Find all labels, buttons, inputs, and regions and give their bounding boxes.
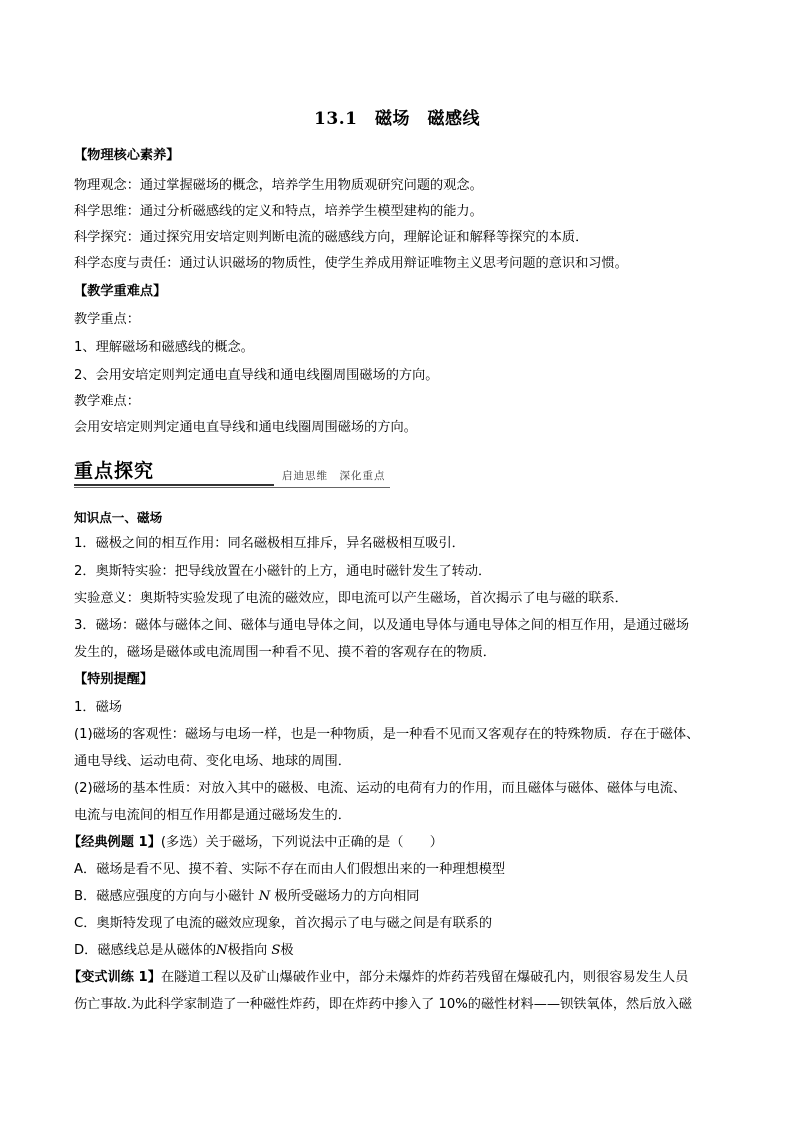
- example-option-b: [74, 887, 754, 907]
- difficulty-label: 教学难点：: [74, 394, 140, 409]
- option-text: D．磁感线总是从磁体的: [74, 943, 217, 958]
- variant-text: 在隧道工程以及矿山爆破作业中，部分未爆炸的炸药若残留在爆破孔内，则很容易发生人员: [160, 970, 689, 985]
- reminder-heading: 【特别提醒】: [74, 672, 154, 687]
- reminder-line: 通电导线、运动电荷、变化电场、地球的周围．: [74, 754, 351, 769]
- variant-label: 【变式训练 1】: [68, 970, 161, 985]
- section-underline: [74, 487, 390, 488]
- core-literacy-heading: 【物理核心素养】: [74, 148, 180, 163]
- reminder-line: 1．磁场: [74, 700, 122, 715]
- pole-symbol: S: [271, 943, 281, 958]
- difficulty-item: 会用安培定则判定通电直导线和通电线圈周围磁场的方向。: [74, 420, 417, 435]
- knowledge-heading: 知识点一、磁场: [74, 510, 163, 525]
- page-title: 13.1 磁场 磁感线: [314, 109, 480, 129]
- example-label: 【经典例题 1】: [68, 835, 161, 850]
- focus-item: 2、会用安培定则判定通电直导线和通电线圈周围磁场的方向。: [74, 368, 439, 383]
- variant-line: 伤亡事故.为此科学家制造了一种磁性炸药，即在炸药中掺入了 10%的磁性材料——钡铁氧体，然后放入磁: [74, 997, 692, 1012]
- option-text: 极所受磁场力的方向相同: [270, 889, 420, 904]
- focus-item: 1、理解磁场和磁感线的概念。: [74, 340, 254, 355]
- core-literacy-line: 物理观念：通过掌握磁场的概念，培养学生用物质观研究问题的观念。: [74, 178, 483, 193]
- section-rule: [74, 484, 274, 486]
- core-literacy-line: 科学探究：通过探究用安培定则判断电流的磁感线方向，理解论证和解释等探究的本质．: [74, 230, 589, 245]
- knowledge-line: 1．磁极之间的相互作用：同名磁极相互排斥，异名磁极相互吸引．: [74, 536, 465, 551]
- option-text: C．奥斯特发现了电流的磁效应现象，首次揭示了电与磁之间是有联系的: [74, 916, 493, 931]
- knowledge-line: 实验意义：奥斯特实验发现了电流的磁效应，即电流可以产生磁场，首次揭示了电与磁的联系．: [74, 591, 628, 606]
- option-text: A．磁场是看不见、摸不着、实际不存在而由人们假想出来的一种理想模型: [74, 862, 506, 877]
- knowledge-line: 3．磁场：磁体与磁体之间、磁体与通电导体之间，以及通电导体与通电导体之间的相互作用，是通过磁场: [74, 618, 690, 633]
- example-question: [68, 833, 754, 853]
- knowledge-line: 发生的，磁场是磁体或电流周围一种看不见、摸不着的客观存在的物质．: [74, 645, 496, 660]
- core-literacy-line: 科学思维：通过分析磁感线的定义和特点，培养学生模型建构的能力。: [74, 204, 483, 219]
- example-stem: (多选）关于磁场，下列说法中正确的是（ ）: [160, 835, 443, 850]
- reminder-line: (2)磁场的基本性质：对放入其中的磁极、电流、运动的电荷有力的作用，而且磁体与磁体、磁体与电流、: [74, 781, 687, 796]
- option-text: 极: [280, 943, 294, 958]
- focus-label: 教学重点：: [74, 312, 140, 327]
- example-option-a: [74, 860, 754, 880]
- option-text: B．磁感应强度的方向与小磁针: [74, 889, 259, 904]
- pole-symbol: N: [216, 943, 228, 958]
- variant-line: [68, 968, 754, 988]
- section-subtitle: 启迪思维 深化重点: [282, 470, 386, 482]
- key-points-heading: 【教学重难点】: [74, 284, 167, 299]
- example-option-c: [74, 914, 754, 934]
- knowledge-line: 2．奥斯特实验：把导线放置在小磁针的上方，通电时磁针发生了转动．: [74, 564, 492, 579]
- core-literacy-line: 科学态度与责任：通过认识磁场的物质性，使学生养成用辩证唯物主义思考问题的意识和习惯。: [74, 256, 628, 271]
- option-text: 极指向: [227, 943, 272, 958]
- pole-symbol: N: [258, 889, 271, 904]
- example-option-d: [74, 941, 754, 961]
- section-title: 重点探究: [74, 460, 155, 482]
- reminder-line: (1)磁场的客观性：磁场与电场一样，也是一种物质，是一种看不见而又客观存在的特殊物质．存在于磁体、: [74, 727, 700, 742]
- section-banner: [74, 456, 392, 488]
- reminder-line: 电流与电流间的相互作用都是通过磁场发生的．: [74, 808, 351, 823]
